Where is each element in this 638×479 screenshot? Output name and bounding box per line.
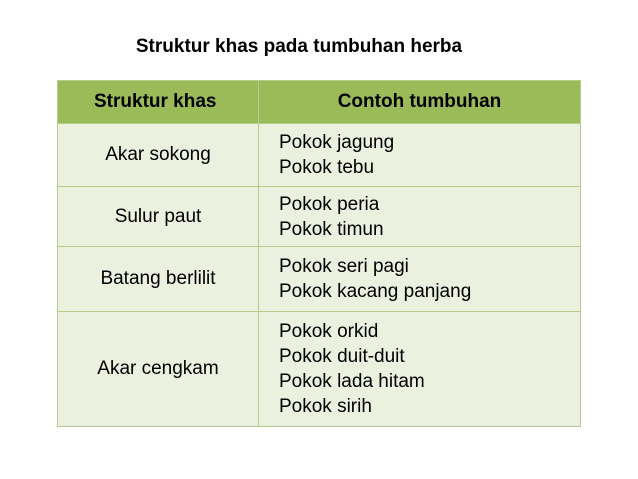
header-examples: Contoh tumbuhan <box>259 81 581 124</box>
structure-cell: Sulur paut <box>58 187 259 247</box>
structure-cell: Akar sokong <box>58 124 259 187</box>
examples-cell <box>259 124 581 187</box>
table-row <box>58 187 581 247</box>
header-structure: Struktur khas <box>58 81 259 124</box>
page-title: Struktur khas pada tumbuhan herba <box>135 36 463 57</box>
example-item: Pokok sirih <box>279 396 372 417</box>
example-item: Pokok seri pagi <box>279 256 409 277</box>
examples-cell <box>259 312 581 427</box>
example-item: Pokok jagung <box>279 132 395 153</box>
structure-cell: Batang berlilit <box>58 247 259 312</box>
example-item: Pokok duit-duit <box>279 346 405 367</box>
example-item: Pokok timun <box>279 218 384 240</box>
examples-cell <box>259 247 581 312</box>
table-header-row <box>58 81 581 124</box>
table-row <box>58 312 581 427</box>
structure-cell: Akar cengkam <box>58 312 259 427</box>
example-item: Pokok peria <box>279 193 380 215</box>
examples-cell <box>259 187 581 247</box>
herb-structure-table <box>57 80 581 427</box>
table-row <box>58 247 581 312</box>
example-item: Pokok lada hitam <box>279 371 425 392</box>
example-item: Pokok orkid <box>279 321 379 342</box>
example-item: Pokok kacang panjang <box>279 281 472 302</box>
table-row <box>58 124 581 187</box>
example-item: Pokok tebu <box>279 157 375 178</box>
